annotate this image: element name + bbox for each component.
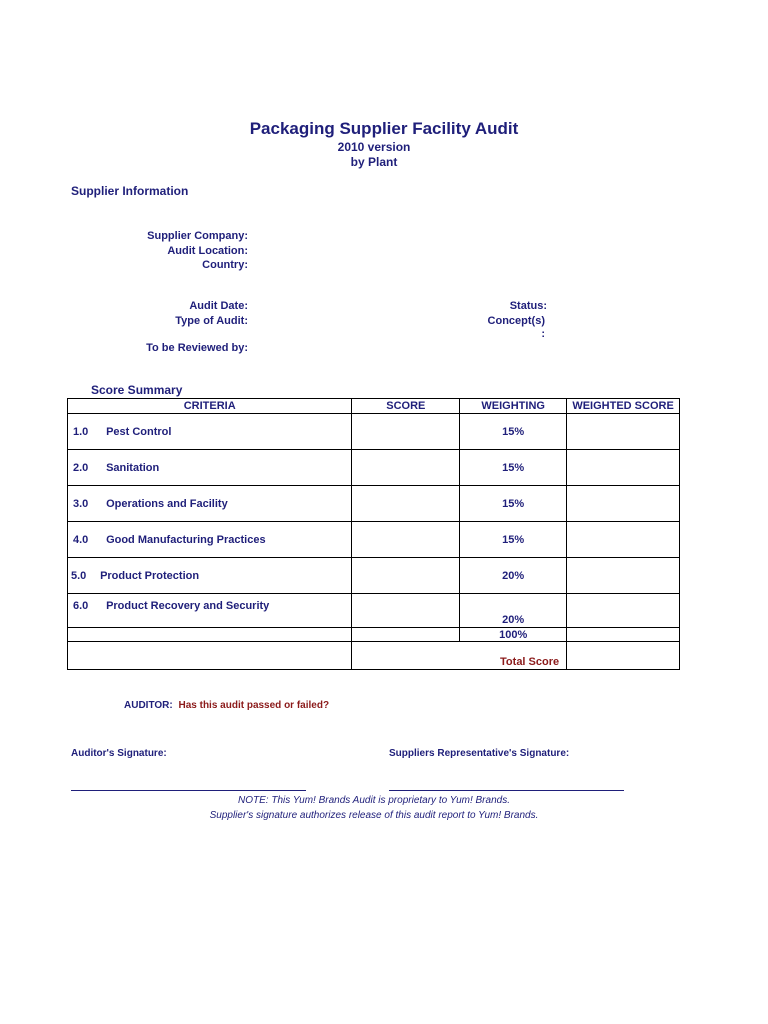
criteria-cell: [68, 594, 352, 628]
table-row: [68, 414, 680, 450]
weighting-cell: 15%: [460, 414, 567, 450]
score-cell[interactable]: [352, 594, 460, 628]
concepts-colon: :: [541, 328, 545, 340]
criteria-name: Product Protection: [100, 569, 200, 582]
criteria-number: 5.0: [71, 569, 87, 582]
column-header-criteria: CRITERIA: [68, 399, 352, 414]
weighting-cell: 15%: [460, 522, 567, 558]
auditor-line: [124, 700, 329, 711]
auditor-signature-line[interactable]: [71, 790, 306, 791]
weighted-score-cell[interactable]: [567, 486, 680, 522]
criteria-number: 3.0: [73, 497, 89, 510]
weighting-cell: 20%: [460, 594, 567, 628]
table-total-weighting-row: [68, 628, 680, 642]
weighting-cell: 15%: [460, 486, 567, 522]
status-label: Status:: [509, 300, 547, 312]
criteria-cell: [68, 522, 352, 558]
table-row: [68, 558, 680, 594]
weighting-cell: 20%: [460, 558, 567, 594]
criteria-cell: [68, 450, 352, 486]
empty-cell: [567, 628, 680, 642]
total-score-label: Total Score: [352, 642, 567, 670]
audit-date-label: Audit Date:: [189, 300, 248, 312]
score-cell[interactable]: [352, 450, 460, 486]
audit-location-label: Audit Location:: [167, 245, 248, 257]
empty-cell: [352, 628, 460, 642]
score-cell[interactable]: [352, 522, 460, 558]
total-score-cell[interactable]: [567, 642, 680, 670]
criteria-name: Product Recovery and Security: [106, 600, 270, 612]
score-cell[interactable]: [352, 558, 460, 594]
weighted-score-cell[interactable]: [567, 558, 680, 594]
auditor-label: AUDITOR:: [124, 700, 173, 711]
concepts-label: Concept(s): [487, 315, 545, 327]
criteria-number: 1.0: [73, 425, 89, 438]
page-title: Packaging Supplier Facility Audit: [249, 119, 519, 138]
reviewed-by-label: To be Reviewed by:: [146, 342, 248, 354]
weighted-score-cell[interactable]: [567, 414, 680, 450]
version-text: 2010 version: [337, 140, 411, 154]
table-row: [68, 450, 680, 486]
criteria-name: Good Manufacturing Practices: [106, 533, 266, 546]
table-row: [68, 594, 680, 628]
weighting-cell: 15%: [460, 450, 567, 486]
criteria-cell: [68, 486, 352, 522]
total-weighting-cell: 100%: [460, 628, 567, 642]
score-summary-table: [67, 398, 680, 670]
table-row: [68, 486, 680, 522]
supplier-info-heading: Supplier Information: [71, 184, 189, 198]
country-label: Country:: [202, 259, 248, 271]
column-header-score: SCORE: [352, 399, 460, 414]
audit-pass-fail-question: Has this audit passed or failed?: [178, 700, 330, 711]
criteria-number: 4.0: [73, 533, 89, 546]
auditor-signature-label: Auditor's Signature:: [71, 748, 167, 759]
by-plant-text: by Plant: [350, 155, 398, 169]
note-line-1: NOTE: This Yum! Brands Audit is proprietary to Yum! Brands.: [238, 795, 510, 806]
supplier-company-label: Supplier Company:: [147, 230, 248, 242]
column-header-weighted-score: WEIGHTED SCORE: [567, 399, 680, 414]
score-summary-heading: Score Summary: [91, 383, 183, 397]
empty-cell: [68, 628, 352, 642]
table-total-score-row: [68, 642, 680, 670]
criteria-name: Sanitation: [106, 461, 160, 474]
criteria-number: 6.0: [73, 600, 89, 612]
table-row: [68, 522, 680, 558]
weighted-score-cell[interactable]: [567, 522, 680, 558]
criteria-cell: [68, 414, 352, 450]
weighted-score-cell[interactable]: [567, 594, 680, 628]
score-cell[interactable]: [352, 414, 460, 450]
table-header-row: [68, 399, 680, 414]
criteria-name: Operations and Facility: [106, 497, 228, 510]
score-cell[interactable]: [352, 486, 460, 522]
criteria-name: Pest Control: [106, 425, 172, 438]
criteria-number: 2.0: [73, 461, 89, 474]
note-line-2: Supplier's signature authorizes release of this audit report to Yum! Brands.: [209, 810, 539, 821]
supplier-signature-line[interactable]: [389, 790, 624, 791]
supplier-signature-label: Suppliers Representative's Signature:: [389, 748, 570, 759]
column-header-weighting: WEIGHTING: [460, 399, 567, 414]
empty-cell: [68, 642, 352, 670]
criteria-cell: [68, 558, 352, 594]
type-of-audit-label: Type of Audit:: [175, 315, 248, 327]
weighted-score-cell[interactable]: [567, 450, 680, 486]
